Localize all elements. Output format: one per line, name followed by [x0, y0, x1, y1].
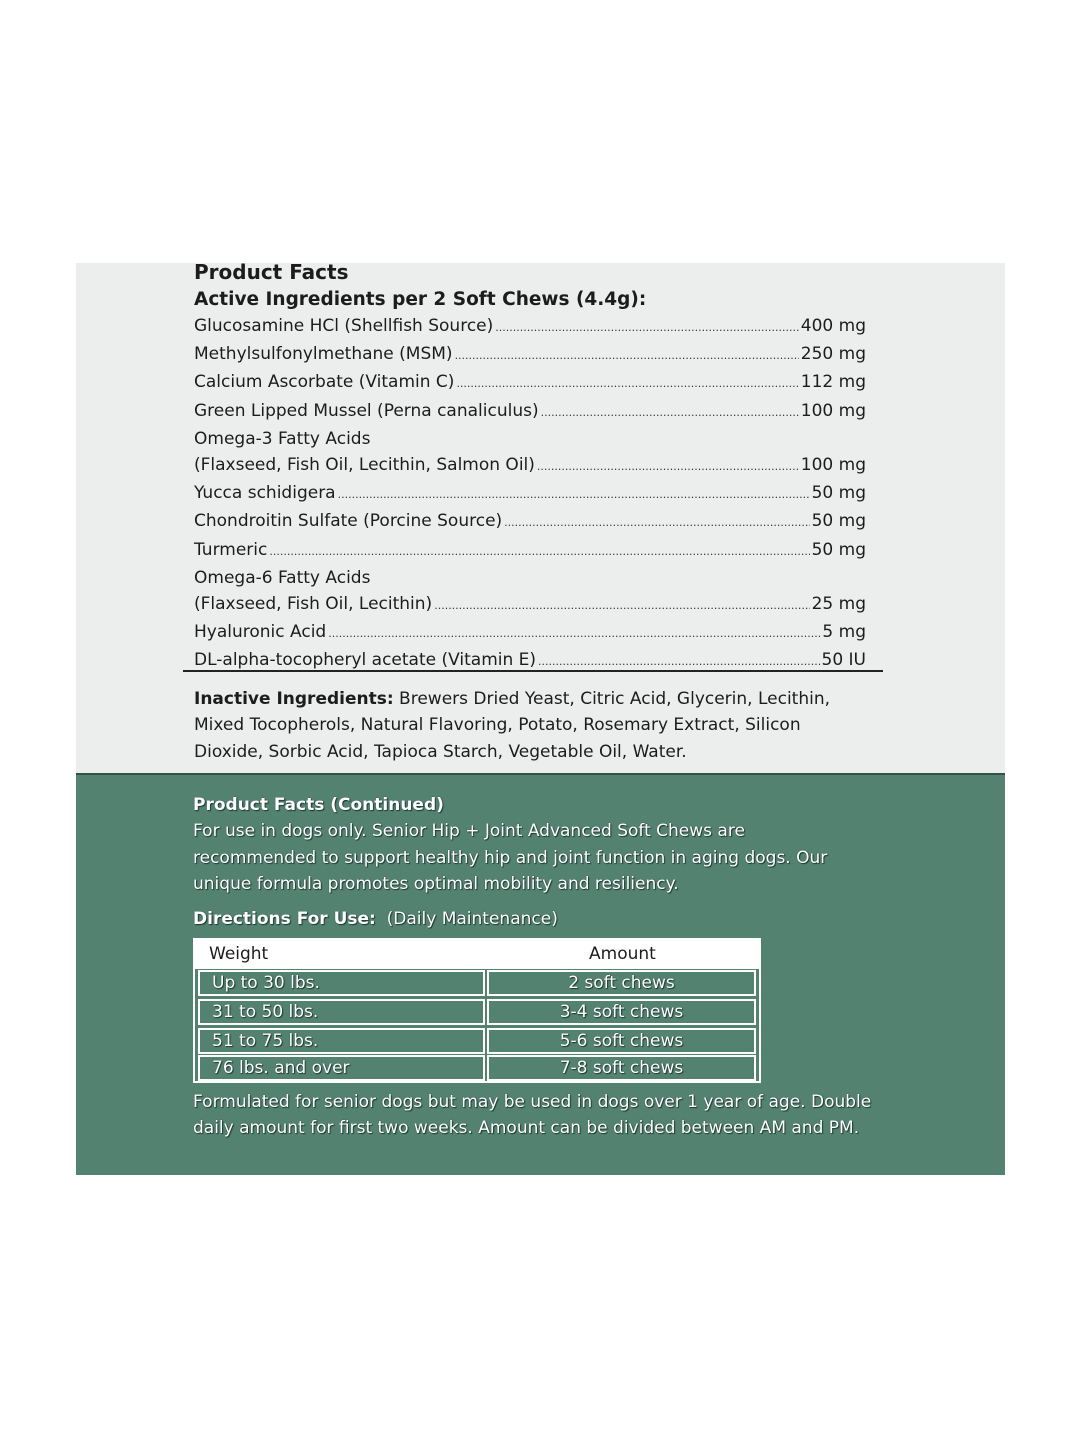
- dot-leader: [338, 480, 810, 508]
- ingredient-amount: 50 IU: [821, 650, 866, 671]
- ingredient-amount: 50 mg: [811, 511, 866, 532]
- dosage-table: [193, 938, 761, 1083]
- ingredient-amount: 50 mg: [811, 483, 866, 504]
- ingredient-amount: 25 mg: [811, 594, 866, 615]
- weight-column-header: Weight: [209, 944, 269, 964]
- ingredient-row: [194, 591, 866, 619]
- inactive-ingredients-label: Inactive Ingredients:: [194, 689, 394, 709]
- ingredient-amount: 250 mg: [800, 344, 866, 365]
- ingredient-amount: 100 mg: [800, 400, 866, 421]
- ingredient-row: [194, 426, 866, 452]
- ingredient-name: Methylsulfonylmethane (MSM): [194, 344, 453, 365]
- dot-leader: [541, 398, 799, 426]
- directions-label: Directions For Use:: [193, 909, 376, 929]
- dot-leader: [495, 313, 799, 341]
- ingredient-amount: 5 mg: [822, 622, 866, 643]
- active-ingredients-section: [194, 258, 866, 676]
- inactive-ingredients-text: Brewers Dried Yeast, Citric Acid, Glycerin, Lecithin, Mixed Tocopherols, Natural Flavoring, Potato, Rosemary Extract, Silicon Dioxide, Sorbic Acid, Tapioca Starch, Vegetable Oil, Water.: [194, 689, 831, 762]
- ingredient-name: Yucca schidigera: [194, 483, 336, 504]
- ingredient-amount: 400 mg: [800, 316, 866, 336]
- active-ingredients-heading: Active Ingredients per 2 Soft Chews (4.4g):: [194, 289, 647, 310]
- ingredient-row: [194, 341, 866, 369]
- inactive-ingredients: [194, 686, 866, 765]
- ingredient-amount: 50 mg: [811, 539, 866, 560]
- dot-leader: [537, 452, 799, 480]
- weight-cell: 76 lbs. and over: [198, 1055, 485, 1081]
- weight-cell: Up to 30 lbs.: [198, 970, 485, 996]
- active-ingredient-list: [194, 313, 866, 676]
- ingredient-name: Turmeric: [194, 539, 268, 560]
- amount-cell: 2 soft chews: [487, 970, 756, 996]
- continued-description: For use in dogs only. Senior Hip + Joint Advanced Soft Chews are recommended to support healthy hip and joint function in aging dogs. Our unique formula promotes optimal mobility and resiliency.: [193, 821, 828, 894]
- ingredient-row: [194, 537, 866, 565]
- weight-cell: 51 to 75 lbs.: [198, 1028, 485, 1054]
- amount-cell: 5-6 soft chews: [487, 1028, 756, 1054]
- ingredient-name: Chondroitin Sulfate (Porcine Source): [194, 511, 503, 532]
- amount-cell: 7-8 soft chews: [487, 1055, 756, 1081]
- continued-section: [193, 792, 873, 897]
- directions-heading: [193, 906, 558, 932]
- ingredient-row: [194, 452, 866, 480]
- dot-leader: [504, 508, 809, 536]
- ingredient-name: Omega-3 Fatty Acids: [194, 428, 371, 449]
- ingredient-amount: 100 mg: [800, 455, 866, 476]
- ingredient-name: Glucosamine HCl (Shellfish Source): [194, 316, 494, 336]
- amount-cell: 3-4 soft chews: [487, 999, 756, 1025]
- ingredient-name: (Flaxseed, Fish Oil, Lecithin): [194, 594, 433, 615]
- ingredient-row: [194, 369, 866, 397]
- ingredient-row: [194, 480, 866, 508]
- ingredient-name: Green Lipped Mussel (Perna canaliculus): [194, 400, 539, 421]
- ingredient-row: [194, 565, 866, 591]
- ingredient-row: [194, 313, 866, 341]
- dot-leader: [328, 619, 820, 647]
- amount-column-header: Amount: [589, 944, 656, 964]
- continued-title: Product Facts (Continued): [193, 795, 444, 815]
- dosage-footer-note: Formulated for senior dogs but may be used in dogs over 1 year of age. Double daily amount for first two weeks. Amount can be divided between AM and PM.: [193, 1092, 872, 1139]
- dosage-table-header: [195, 940, 759, 969]
- section-divider: [183, 670, 883, 672]
- dot-leader: [269, 537, 809, 565]
- ingredient-row: [194, 619, 866, 647]
- ingredient-name: Hyaluronic Acid: [194, 622, 327, 643]
- weight-cell: 31 to 50 lbs.: [198, 999, 485, 1025]
- dot-leader: [434, 591, 809, 619]
- ingredient-row: [194, 508, 866, 536]
- dot-leader: [455, 341, 799, 369]
- ingredient-name: DL-alpha-tocopheryl acetate (Vitamin E): [194, 650, 537, 671]
- directions-note: (Daily Maintenance): [386, 909, 558, 929]
- product-facts-title: Product Facts: [194, 260, 349, 284]
- ingredient-row: [194, 398, 866, 426]
- dot-leader: [456, 369, 798, 397]
- ingredient-name: Calcium Ascorbate (Vitamin C): [194, 372, 455, 393]
- ingredient-name: Omega-6 Fatty Acids: [194, 567, 371, 588]
- ingredient-amount: 112 mg: [800, 372, 866, 393]
- ingredient-name: (Flaxseed, Fish Oil, Lecithin, Salmon Oil): [194, 455, 535, 476]
